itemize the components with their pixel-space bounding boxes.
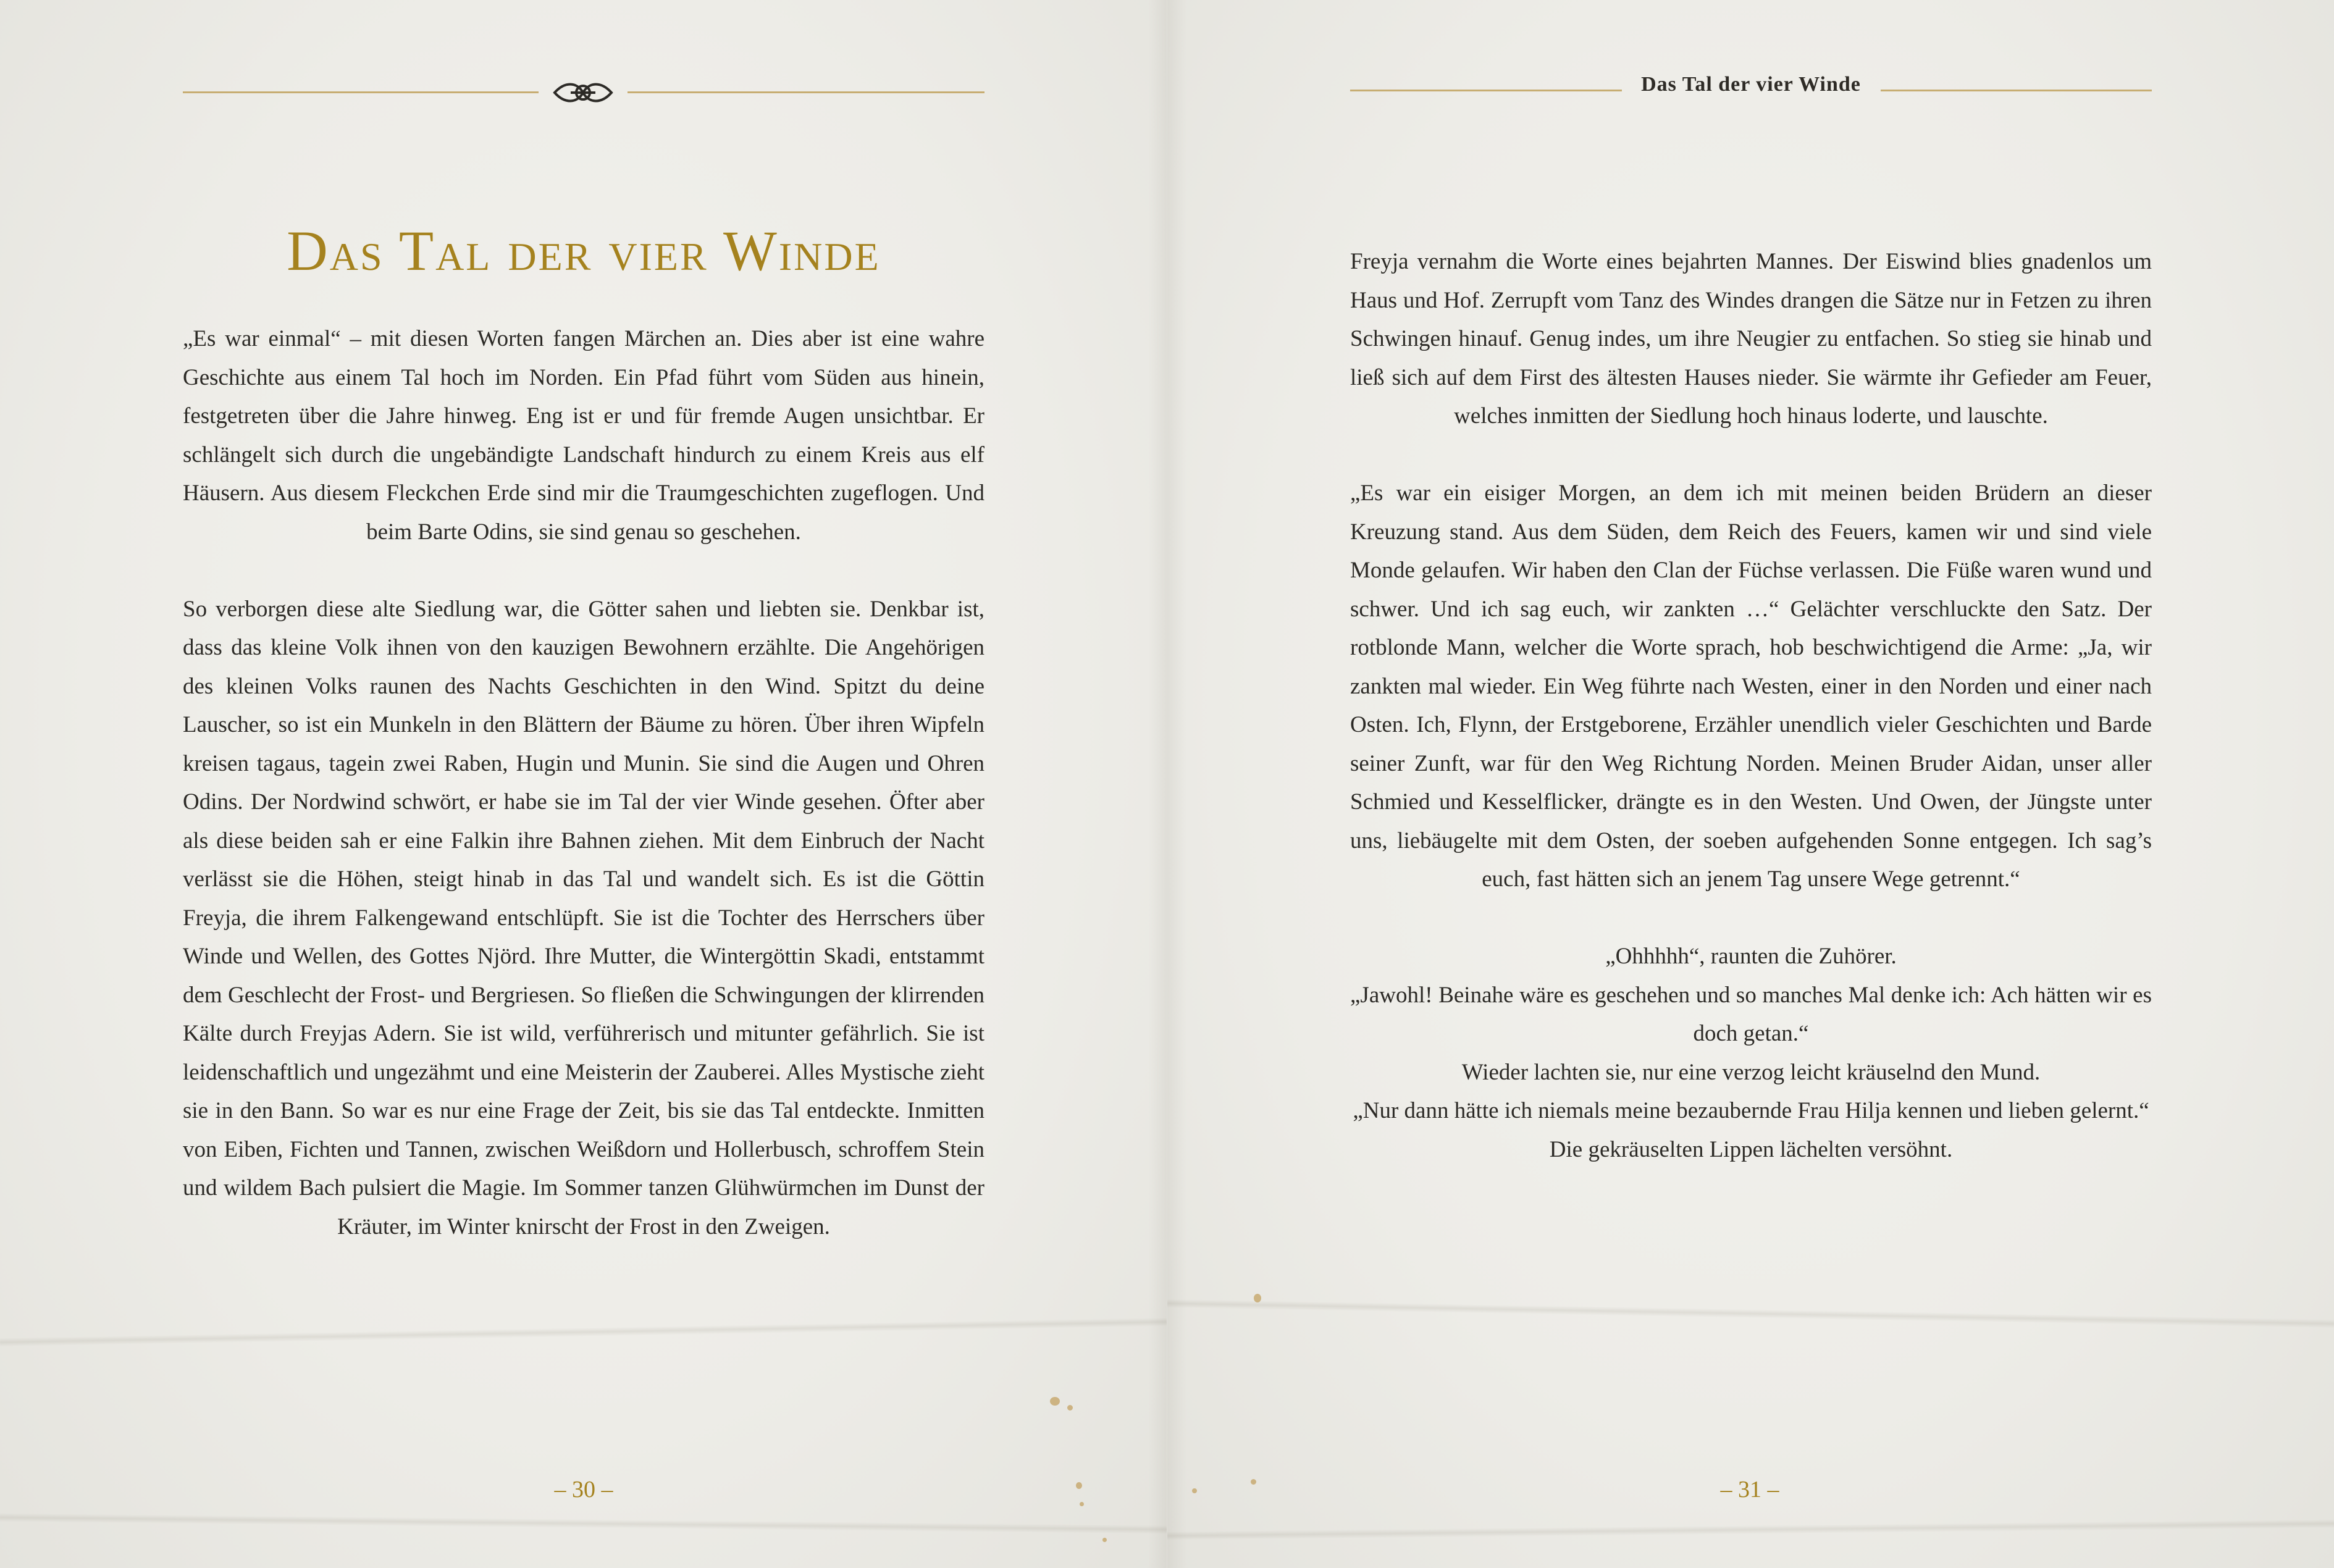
page-number-right: – 31 – [1720, 1477, 1779, 1503]
dialogue-line: „Nur dann hätte ich niemals meine bezaubernde Frau Hilja kennen und lieben gelernt.“ [1353, 1098, 2149, 1123]
ink-spot [1192, 1488, 1197, 1493]
dialogue-line: „Jawohl! Beinahe wäre es geschehen und so manches Mal denke ich: Ach hätten wir es doch getan.“ [1350, 982, 2152, 1046]
dialogue-line: „Ohhhhh“, raunten die Zuhörer. [1605, 944, 1897, 969]
celtic-knot-ornament-icon [552, 79, 614, 106]
page-number-left: – 30 – [554, 1477, 613, 1503]
ink-spot [1254, 1294, 1261, 1302]
paragraph: „Es war einmal“ – mit diesen Worten fangen Märchen an. Dies aber ist eine wahre Geschichte aus einem Tal hoch im Norden. Ein Pfad führt vom Süden aus hinein, festgetreten über die Jahre hinweg. Eng ist er und für fremde Augen unsichtbar. Er schlängelt sich durch die ungebändigte Landschaft hindurch zu einem Kreis aus elf Häusern. Aus diesem Fleckchen Erde sind mir die Traumgeschichten zugeflogen. Und beim Barte Odins, sie sind genau so geschehen. [183, 326, 984, 545]
chapter-title: Das Tal der vier Winde [287, 219, 881, 282]
ink-spot [1251, 1479, 1256, 1485]
header-rule-right-a [1350, 90, 1622, 91]
ink-spot [1080, 1502, 1084, 1506]
header-rule-right-b [1881, 90, 2152, 91]
dialogue-line: Die gekräuselten Lippen lächelten versöhnt. [1549, 1136, 1953, 1162]
running-head: Das Tal der vier Winde [1641, 73, 1861, 96]
paragraph: So verborgen diese alte Siedlung war, die Götter sahen und liebten sie. Denkbar ist, dass das kleine Volk ihnen von den kauzigen Bewohnern erzählte. Die Angehörigen des kleinen Volks raunen des Nachts Geschichten in den Wind. Spitzt du deine Lauscher, so ist ein Munkeln in den Blättern der Bäume zu hören. Über ihren Wipfeln kreisen tagaus, tagein zwei Raben, Hugin und Munin. Sie sind die Augen und Ohren Odins. Der Nordwind schwört, er habe sie im Tal der vier Winde gesehen. Öfter aber als diese beiden sah er eine Falkin ihre Bahnen ziehen. Mit dem Einbruch der Nacht verlässt sie die Höhen, steigt hinab in das Tal und wandelt sich. Es ist die Göttin Freyja, die ihrem Falkengewand entschlüpft. Sie ist die Tochter des Herrschers über Winde und Wellen, des Gottes Njörd. Ihre Mutter, die Wintergöttin Skadi, entstammt dem Geschlecht der Frost- und Bergriesen. So fließen die Schwingungen der klirrenden Kälte durch Freyjas Adern. Sie ist wild, verführerisch und mitunter gefährlich. Sie ist leidenschaftlich und ungezähmt und eine Meisterin der Zauberei. Alles Mystische zieht sie in den Bann. So war es nur eine Frage der Zeit, bis sie das Tal entdeckte. Inmitten von Eiben, Fichten und Tannen, zwischen Weißdorn und Hollerbusch, schroffem Stein und wildem Bach pulsiert die Magie. Im Sommer tanzen Glühwürmchen im Dunst der Kräuter, im Winter knirscht der Frost in den Zweigen. [183, 596, 984, 1239]
header-rule-left-a [183, 91, 539, 93]
paper-crease [0, 1318, 1167, 1347]
left-body-text [183, 320, 984, 1246]
header-rule-left-b [628, 91, 984, 93]
ink-spot [1102, 1538, 1107, 1542]
paper-crease [1167, 1299, 2334, 1328]
paragraph: Freyja vernahm die Worte eines bejahrten Mannes. Der Eiswind blies gnadenlos um Haus und Hof. Zerrupft vom Tanz des Windes drangen die Sätze nur in Fetzen zu ihren Schwingen hinauf. Genug indes, um ihre Neugier zu entfachen. So stieg sie hinab und ließ sich auf dem First des ältesten Hauses nieder. Sie wärmte ihr Gefieder am Feuer, welches inmitten der Siedlung hoch hinaus loderte, und lauschte. [1350, 249, 2152, 429]
paper-crease [0, 1513, 1167, 1534]
right-body-text [1350, 243, 2152, 1169]
ink-spot [1067, 1405, 1073, 1411]
ink-spot [1076, 1482, 1082, 1489]
dialogue-line: Wieder lachten sie, nur eine verzog leicht kräuselnd den Mund. [1461, 1059, 2041, 1085]
paper-crease [1167, 1519, 2334, 1540]
paragraph: „Es war ein eisiger Morgen, an dem ich mit meinen beiden Brüdern an dieser Kreuzung stand. Aus dem Süden, dem Reich des Feuers, kamen wir und sind viele Monde gelaufen. Wir haben den Clan der Füchse verlassen. Die Füße waren wund und schwer. Und ich sag euch, wir zankten …“ Gelächter verschluckte den Satz. Der rotblonde Mann, welcher die Worte sprach, hob beschwichtigend die Arme: „Ja, wir zankten mal wieder. Ein Weg führte nach Westen, einer in den Norden und einer nach Osten. Ich, Flynn, der Erstgeborene, Erzähler unendlich vieler Geschichten und Barde seiner Zunft, war für den Weg Richtung Norden. Meinen Bruder Aidan, unser aller Schmied und Kesselflicker, drängte es in den Westen. Und Owen, der Jüngste unter uns, liebäugelte mit dem Osten, der soeben aufgehenden Sonne entgegen. Ich sag’s euch, fast hätten sich an jenem Tag unsere Wege getrennt.“ [1350, 480, 2152, 892]
ink-spot [1050, 1397, 1060, 1406]
